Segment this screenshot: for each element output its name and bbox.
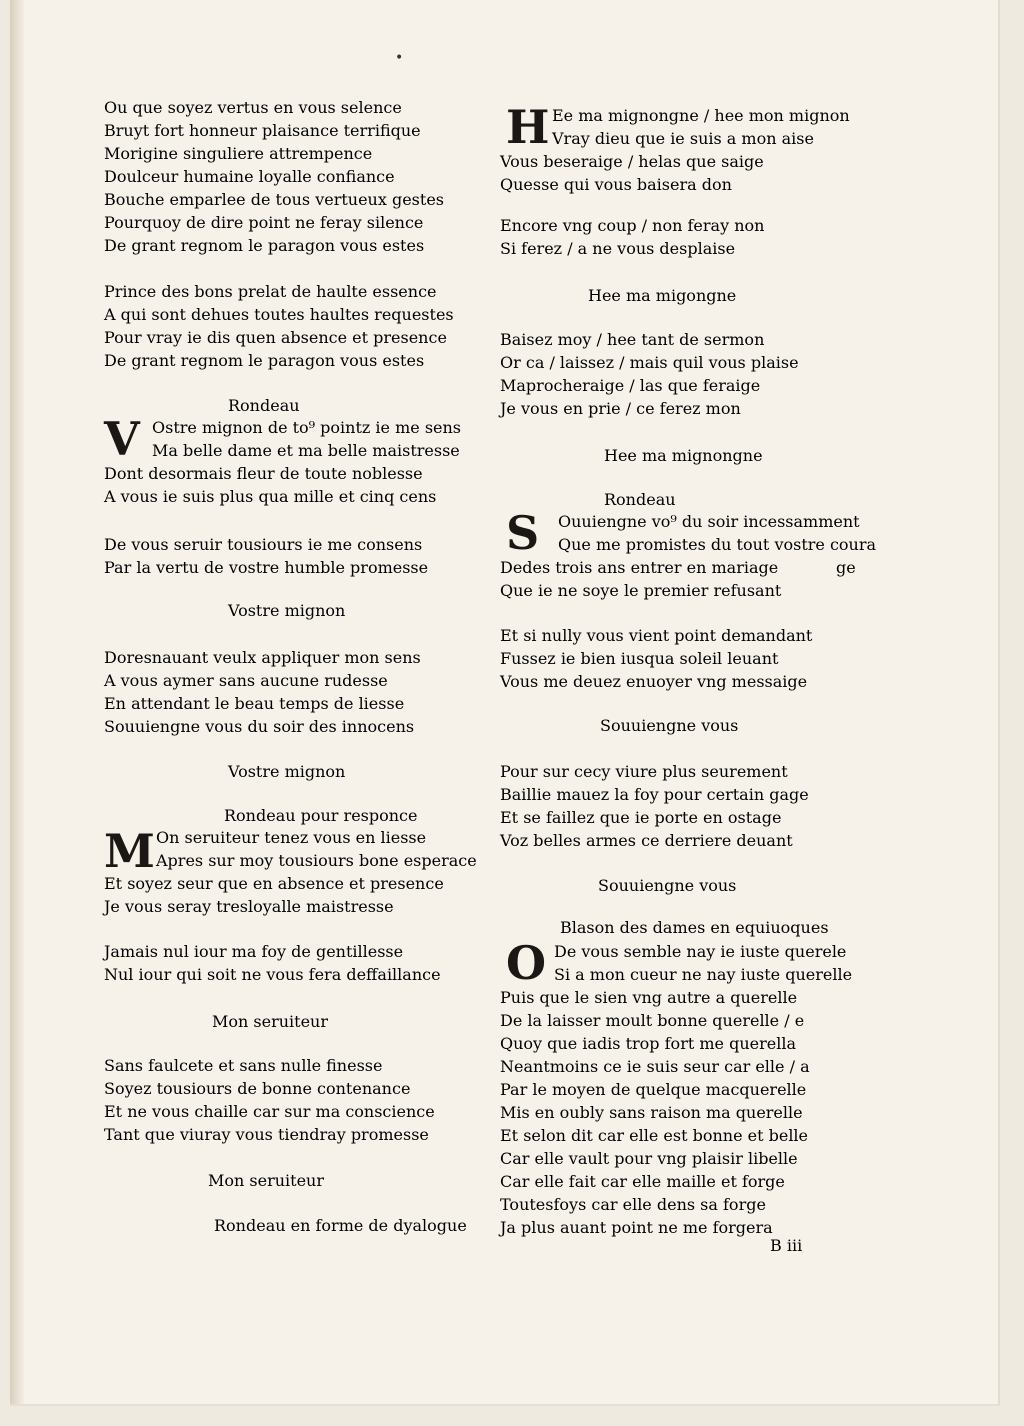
margin-note: ge bbox=[836, 558, 856, 577]
verse-line: Que me promistes du tout vostre coura bbox=[558, 535, 877, 554]
verse-line: Vray dieu que ie suis a mon aise bbox=[552, 129, 814, 148]
verse-line: Soyez tousiours de bonne contenance bbox=[104, 1079, 411, 1098]
verse-line: Et soyez seur que en absence et presence bbox=[104, 874, 444, 893]
refrain: Hee ma migongne bbox=[588, 286, 737, 305]
verse-line: Pourquoy de dire point ne feray silence bbox=[104, 213, 424, 232]
drop-cap: V bbox=[104, 412, 140, 466]
verse-line: Fussez ie bien iusqua soleil leuant bbox=[500, 649, 779, 668]
verse-line: On seruiteur tenez vous en liesse bbox=[156, 828, 427, 847]
refrain: Vostre mignon bbox=[228, 601, 346, 620]
verse-line: Ja plus auant point ne me forgera bbox=[500, 1218, 773, 1237]
drop-cap: S bbox=[506, 506, 540, 560]
verse-line: Car elle vault pour vng plaisir libelle bbox=[500, 1149, 798, 1168]
section-heading: Blason des dames en equiuoques bbox=[560, 918, 829, 937]
verse-line: A qui sont dehues toutes haultes requestes bbox=[104, 305, 454, 324]
page-signature: B iii bbox=[770, 1236, 803, 1255]
verse-line: Nul iour qui soit ne vous fera deffaillance bbox=[104, 965, 441, 984]
verse-line: Baisez moy / hee tant de sermon bbox=[500, 330, 765, 349]
section-heading: Rondeau en forme de dyalogue bbox=[214, 1216, 467, 1235]
verse-line: Ee ma mignongne / hee mon mignon bbox=[552, 106, 850, 125]
verse-line: Maprocheraige / las que feraige bbox=[500, 376, 761, 395]
verse-line: Par le moyen de quelque macquerelle bbox=[500, 1080, 807, 1099]
verse-line: De vous seruir tousiours ie me consens bbox=[104, 535, 423, 554]
verse-line: De grant regnom le paragon vous estes bbox=[104, 351, 425, 370]
section-heading: Rondeau bbox=[604, 490, 676, 509]
verse-line: Neantmoins ce ie suis seur car elle / a bbox=[500, 1057, 810, 1076]
verse-line: Je vous seray tresloyalle maistresse bbox=[104, 897, 394, 916]
verse-line: Mis en oubly sans raison ma querelle bbox=[500, 1103, 803, 1122]
verse-line: Et se faillez que ie porte en ostage bbox=[500, 808, 782, 827]
verse-line: Souuiengne vous du soir des innocens bbox=[104, 717, 415, 736]
verse-line: Quoy que iadis trop fort me querella bbox=[500, 1034, 796, 1053]
verse-line: Et selon dit car elle est bonne et belle bbox=[500, 1126, 809, 1145]
verse-line: Si a mon cueur ne nay iuste querelle bbox=[554, 965, 853, 984]
verse-line: Morigine singuliere attrempence bbox=[104, 144, 373, 163]
verse-line: Dont desormais fleur de toute noblesse bbox=[104, 464, 423, 483]
verse-line: Pour vray ie dis quen absence et presence bbox=[104, 328, 447, 347]
verse-line: De la laisser moult bonne querelle / e bbox=[500, 1011, 805, 1030]
verse-line: De vous semble nay ie iuste querele bbox=[554, 942, 847, 961]
verse-line: Pour sur cecy viure plus seurement bbox=[500, 762, 788, 781]
verse-line: Baillie mauez la foy pour certain gage bbox=[500, 785, 809, 804]
verse-line: A vous aymer sans aucune rudesse bbox=[104, 671, 388, 690]
verse-line: Si ferez / a ne vous desplaise bbox=[500, 239, 736, 258]
verse-line: Ostre mignon de to⁹ pointz ie me sens bbox=[152, 418, 462, 437]
verse-line: Vous me deuez enuoyer vng messaige bbox=[500, 672, 808, 691]
verse-line: En attendant le beau temps de liesse bbox=[104, 694, 405, 713]
verse-line: Toutesfoys car elle dens sa forge bbox=[500, 1195, 766, 1214]
drop-cap: O bbox=[506, 936, 547, 990]
ink-dot: • bbox=[395, 50, 404, 66]
section-heading: Rondeau bbox=[228, 396, 300, 415]
verse-line: Ou que soyez vertus en vous selence bbox=[104, 98, 402, 117]
refrain: Mon seruiteur bbox=[212, 1012, 329, 1031]
verse-line: Ma belle dame et ma belle maistresse bbox=[152, 441, 460, 460]
verse-line: Quesse qui vous baisera don bbox=[500, 175, 732, 194]
page-gutter bbox=[10, 0, 24, 1404]
drop-cap: H bbox=[506, 100, 550, 154]
refrain: Souuiengne vous bbox=[600, 716, 739, 735]
verse-line: Doulceur humaine loyalle confiance bbox=[104, 167, 395, 186]
verse-line: Apres sur moy tousiours bone esperace bbox=[156, 851, 477, 870]
verse-line: Bruyt fort honneur plaisance terrifique bbox=[104, 121, 421, 140]
verse-line: Prince des bons prelat de haulte essence bbox=[104, 282, 437, 301]
section-heading: Rondeau pour responce bbox=[224, 806, 418, 825]
verse-line: Par la vertu de vostre humble promesse bbox=[104, 558, 429, 577]
verse-line: Sans faulcete et sans nulle finesse bbox=[104, 1056, 383, 1075]
verse-line: Que ie ne soye le premier refusant bbox=[500, 581, 782, 600]
refrain: Vostre mignon bbox=[228, 762, 346, 781]
drop-cap: M bbox=[104, 824, 155, 878]
verse-line: Dedes trois ans entrer en mariage bbox=[500, 558, 779, 577]
verse-line: De grant regnom le paragon vous estes bbox=[104, 236, 425, 255]
refrain: Mon seruiteur bbox=[208, 1171, 325, 1190]
verse-line: Et si nully vous vient point demandant bbox=[500, 626, 813, 645]
verse-line: Et ne vous chaille car sur ma conscience bbox=[104, 1102, 435, 1121]
verse-line: Car elle fait car elle maille et forge bbox=[500, 1172, 785, 1191]
verse-line: Je vous en prie / ce ferez mon bbox=[500, 399, 741, 418]
refrain: Hee ma mignongne bbox=[604, 446, 763, 465]
verse-line: A vous ie suis plus qua mille et cinq cens bbox=[104, 487, 437, 506]
verse-line: Puis que le sien vng autre a querelle bbox=[500, 988, 798, 1007]
verse-line: Encore vng coup / non feray non bbox=[500, 216, 765, 235]
verse-line: Or ca / laissez / mais quil vous plaise bbox=[500, 353, 799, 372]
verse-line: Vous beseraige / helas que saige bbox=[500, 152, 764, 171]
verse-line: Tant que viuray vous tiendray promesse bbox=[104, 1125, 429, 1144]
verse-line: Jamais nul iour ma foy de gentillesse bbox=[104, 942, 404, 961]
verse-line: Doresnauant veulx appliquer mon sens bbox=[104, 648, 421, 667]
verse-line: Voz belles armes ce derriere deuant bbox=[500, 831, 793, 850]
verse-line: Bouche emparlee de tous vertueux gestes bbox=[104, 190, 444, 209]
verse-line: Ouuiengne vo⁹ du soir incessamment bbox=[558, 512, 860, 531]
refrain: Souuiengne vous bbox=[598, 876, 737, 895]
